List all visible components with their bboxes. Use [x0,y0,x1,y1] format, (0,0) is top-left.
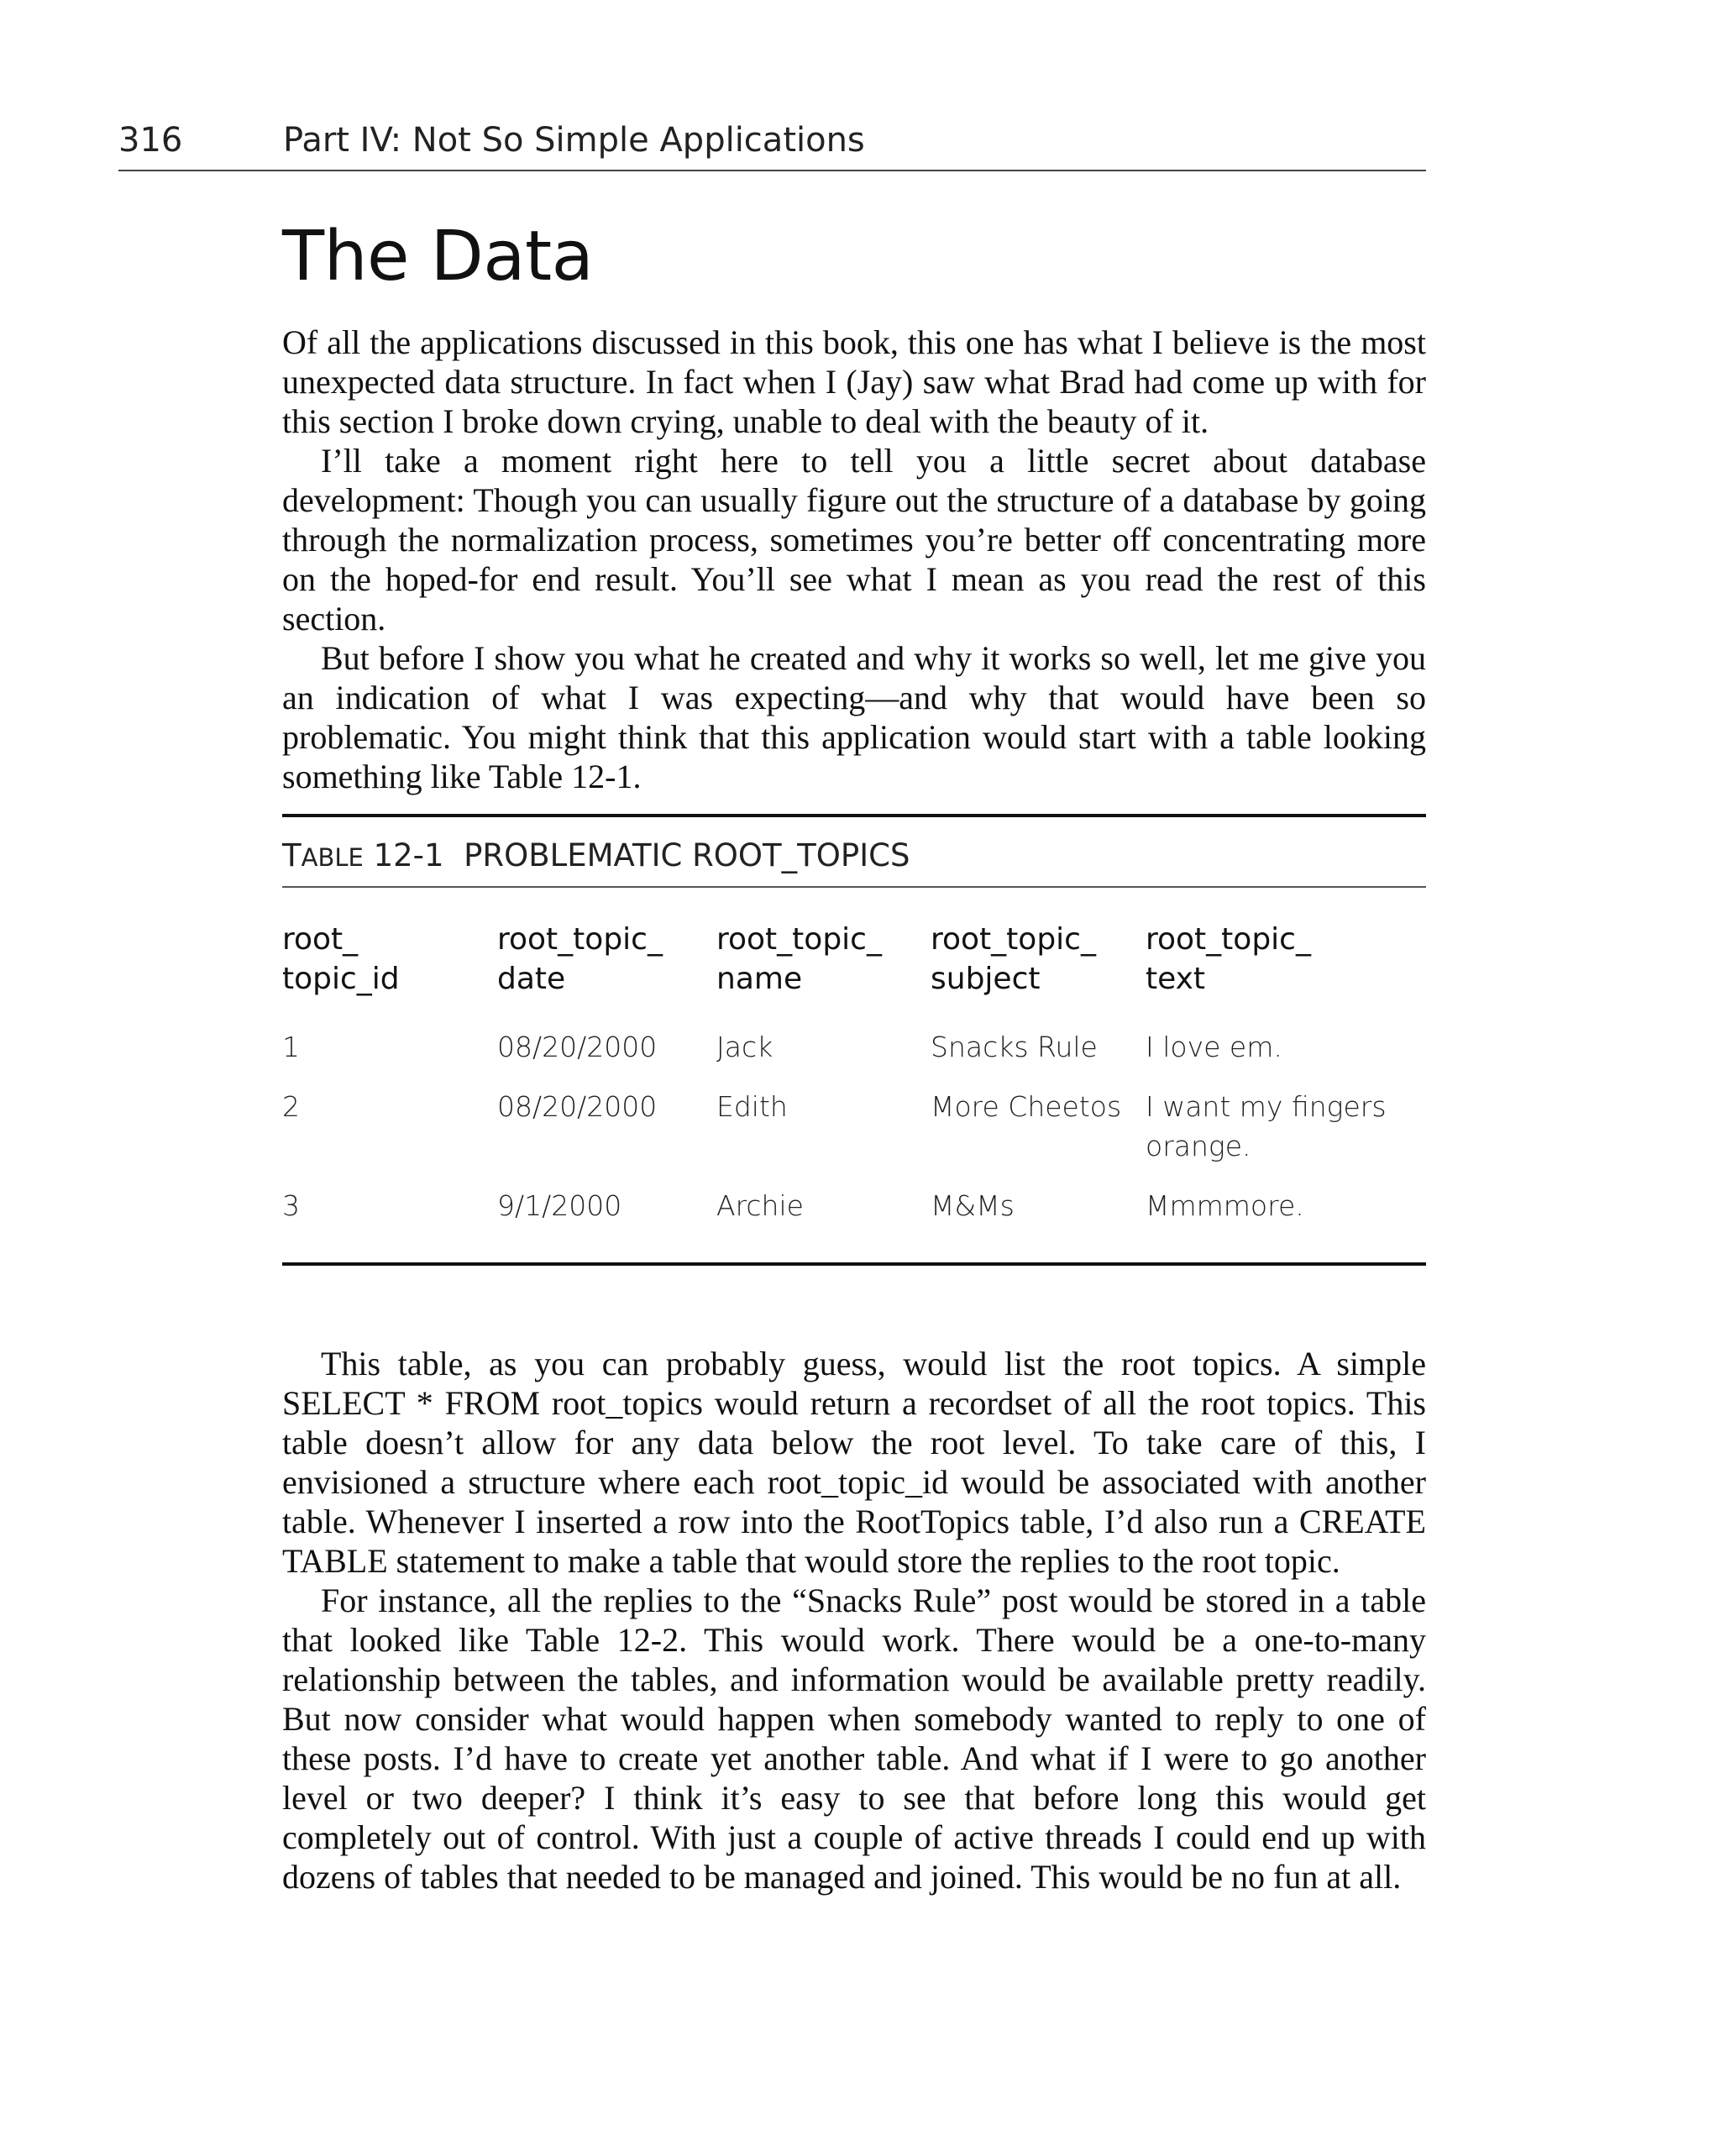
table-cell: M&Ms [931,1189,1015,1222]
running-header [118,118,1426,171]
section-heading: The Data [282,217,594,296]
caption-number: 12-1 [373,837,444,873]
table-cell: Edith [716,1090,788,1123]
table-row [282,1077,1426,1176]
table-12-1 [282,814,1426,1266]
table-cell: More Cheetos [931,1090,1122,1123]
table-cell: 9/1/2000 [497,1189,622,1222]
paragraph: I’ll take a moment right here to tell you a little secret about database development: Though you can usually figure out the structure of a database by going through the normalization process, sometimes you’re better off concentrating more on the hoped-for end result. You’ll see what I mean as you read the rest of this section. [282,442,1426,637]
table-cell: Snacks Rule [931,1031,1098,1063]
table-cell: I love em. [1146,1031,1282,1063]
table-header-row [282,920,1426,1017]
table-cell: I want my fingers orange. [1146,1090,1387,1162]
column-header: root_topic_ name [716,922,882,996]
column-header: root_topic_ subject [931,922,1096,996]
caption-label-rest: ABLE [301,843,364,872]
table-caption [282,817,1426,886]
intro-text [282,323,1426,796]
table-cell: Archie [716,1189,804,1222]
table-cell: 08/20/2000 [497,1031,658,1063]
table-caption-rule [282,886,1426,888]
table-row [282,1017,1426,1077]
table-row [282,1176,1426,1235]
table-cell: Jack [716,1031,773,1063]
paragraph: But before I show you what he created and why it works so well, let me give you an indication of what I was expecting—and why that would have been so problematic. You might think that this application would start with a table looking something like Table 12-1. [282,639,1426,795]
paragraph: This table, as you can probably guess, would list the root topics. A simple SELECT * FROM root_topics would return a recordset of all the root topics. This table doesn’t allow for any data below the root level. To take care of this, I envisioned a structure where each root_topic_id would be associated with another table. Whenever I inserted a row into the RootTopics table, I’d also run a CREATE TABLE statement to make a table that would store the replies to the root topic. [282,1345,1426,1580]
column-header: root_topic_ date [497,922,663,996]
table-cell: 2 [282,1090,300,1123]
data-table [282,920,1426,1235]
table-cell: 3 [282,1189,300,1222]
caption-title: PROBLEMATIC ROOT_TOPICS [464,837,910,873]
paragraph: For instance, all the replies to the “Snacks Rule” post would be stored in a table that looked like Table 12-2. This would work. There would be a one-to-many relationship between the tables, and information would be available pretty readily. But now consider what would happen when somebody wanted to reply to one of these posts. I’d have to create yet another table. And what if I were to go another level or two deeper? I think it’s easy to see that before long this would get completely out of control. With just a couple of active threads I could end up with dozens of tables that needed to be managed and joined. This would be no fun at all. [282,1582,1426,1896]
paragraph: Of all the applications discussed in this book, this one has what I believe is the most unexpected data structure. In fact when I (Jay) saw what Brad had come up with for this section I broke down crying, unable to deal with the beauty of it. [282,323,1426,440]
table-cell: 1 [282,1031,300,1063]
page-number: 316 [118,121,183,160]
table-bottom-rule [282,1262,1426,1266]
column-header: root_ topic_id [282,922,400,996]
caption-label-initial: T [282,837,302,873]
part-title: Part IV: Not So Simple Applications [283,121,865,160]
table-cell: 08/20/2000 [497,1090,658,1123]
after-table-text [282,1344,1426,1896]
table-cell: Mmmmore. [1146,1189,1304,1222]
column-header: root_topic_ text [1146,922,1311,996]
